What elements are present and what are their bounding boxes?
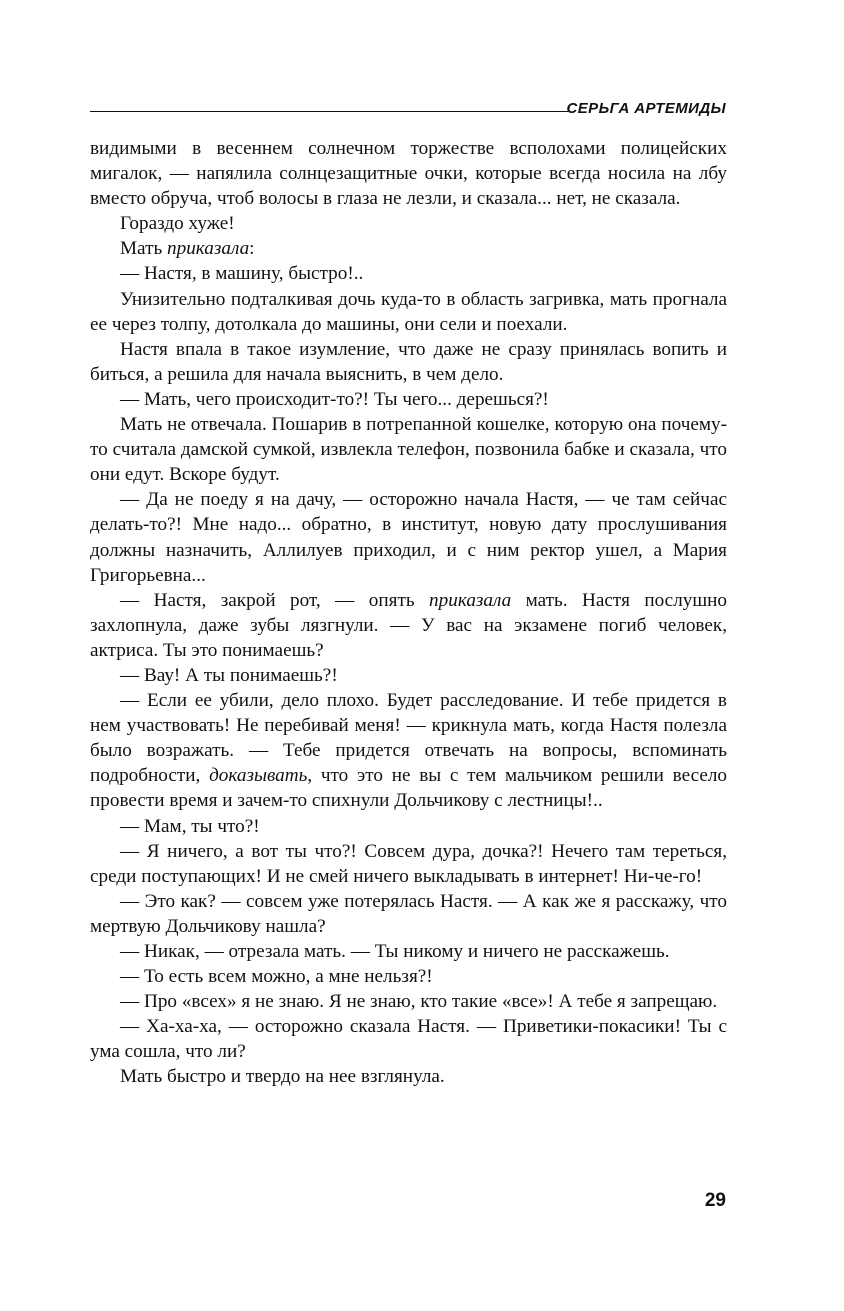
text-run: : — [249, 238, 255, 260]
paragraph — [90, 236, 727, 261]
text-run: — Мать, чего происходит-то?! Ты чего... дерешься?! — [120, 388, 549, 410]
text-run: — То есть всем можно, а мне нельзя?! — [120, 966, 433, 988]
text-run: мать. Настя послушно захлопнула, даже зубы лязгнули. — У вас на экзамене погиб человек, актриса. Ты это понимаешь? — [90, 589, 727, 661]
text-run: — Ха-ха-ха, — осторожно сказала Настя. — Приветики-покасики! Ты с ума сошла, что ли? — [90, 1016, 727, 1063]
italic-emphasis: приказала — [429, 589, 512, 611]
paragraph — [90, 261, 727, 286]
paragraph — [90, 211, 727, 236]
text-run: , что это не вы с тем мальчиком решили весело провести время и зачем-то спихнули Дольчикову с лестницы!.. — [90, 765, 728, 812]
text-run: — Это как? — совсем уже потерялась Настя. — А как же я расскажу, что мертвую Дольчикову нашла? — [90, 890, 727, 937]
text-run: Мать — [120, 238, 168, 260]
paragraph — [90, 337, 727, 387]
text-run: — Вау! А ты понимаешь?! — [120, 664, 338, 686]
text-run: — Если ее убили, дело плохо. Будет расследование. И тебе придется в нем участвовать! Не перебивай меня! — крикнула мать, когда Настя полезла было возражать. — Тебе придется отвечать на вопросы, вспоминать подробности, — [90, 690, 727, 787]
paragraph — [90, 136, 727, 211]
header-rule — [90, 111, 568, 112]
paragraph — [90, 839, 727, 889]
paragraph — [90, 412, 727, 487]
text-run: — Про «всех» я не знаю. Я не знаю, кто такие «все»! А тебе я запрещаю. — [120, 991, 718, 1013]
paragraph — [90, 287, 727, 337]
italic-emphasis: приказала — [167, 238, 250, 260]
body-text — [90, 136, 727, 1090]
paragraph — [90, 964, 727, 989]
paragraph — [90, 487, 727, 587]
text-run: Гораздо хуже! — [120, 213, 235, 235]
italic-emphasis: доказывать — [209, 765, 308, 787]
text-run: — Настя, закрой рот, — опять — [120, 589, 430, 611]
paragraph — [90, 588, 727, 663]
running-title: СЕРЬГА АРТЕМИДЫ — [566, 100, 726, 117]
running-header — [86, 98, 726, 120]
paragraph — [90, 688, 727, 813]
text-run: — Настя, в машину, быстро!.. — [120, 263, 364, 285]
paragraph — [90, 1014, 727, 1064]
paragraph — [90, 663, 727, 688]
paragraph — [90, 939, 727, 964]
text-run: — Я ничего, а вот ты что?! Совсем дура, дочка?! Нечего там тереться, среди поступающих! И не смей ничего выкладывать в интернет! Ни-че-го! — [90, 840, 727, 887]
text-run: Унизительно подталкивая дочь куда-то в область загривка, мать прогнала ее через толпу, дотолкала до машины, они сели и поехали. — [90, 288, 727, 335]
paragraph — [90, 814, 727, 839]
text-run: Настя впала в такое изумление, что даже не сразу принялась вопить и биться, а решила для начала выяснить, в чем дело. — [90, 338, 727, 385]
text-run: Мать не отвечала. Пошарив в потрепанной кошелке, которую она почему-то считала дамской сумкой, извлекла телефон, позвонила бабке и сказала, что они едут. Вскоре будут. — [90, 414, 727, 486]
page-number: 29 — [704, 1190, 726, 1211]
text-run: — Да не поеду я на дачу, — осторожно начала Настя, — че там сейчас делать-то?! Мне надо... обратно, в институт, новую дату прослушивания должны назначить, Аллилуев приходил, и с ним ректор ушел, а Мария Григорьевна... — [90, 489, 727, 586]
text-run: — Никак, — отрезала мать. — Ты никому и ничего не расскажешь. — [120, 941, 670, 962]
text-run: видимыми в весеннем солнечном торжестве всполохами полицейских мигалок, — напялила солнцезащитные очки, которые всегда носила на лбу вместо обруча, чтоб волосы в глаза не лезли, и сказала... нет, не сказала. — [90, 138, 727, 210]
text-run: — Мам, ты что?! — [120, 815, 260, 837]
paragraph — [90, 1064, 727, 1089]
paragraph — [90, 889, 727, 939]
paragraph — [90, 989, 727, 1014]
paragraph — [90, 387, 727, 412]
text-run: Мать быстро и твердо на нее взглянула. — [120, 1066, 445, 1088]
